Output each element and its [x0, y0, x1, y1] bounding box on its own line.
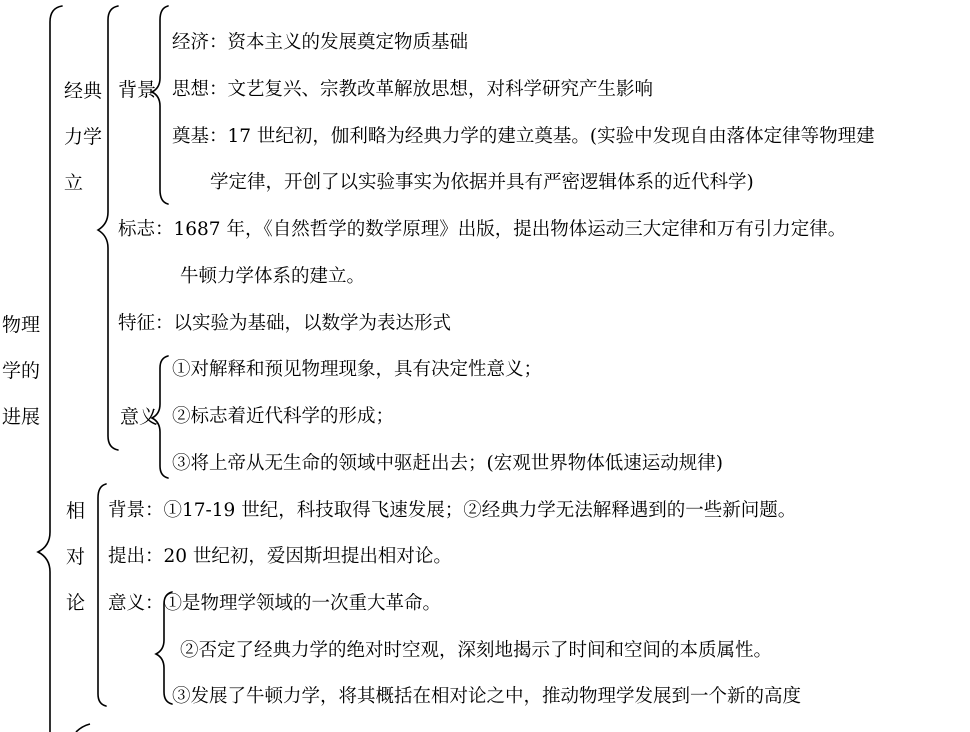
root-label: 物理 学的 进展: [2, 314, 41, 428]
relativity-significance-item3: ③发展了牛顿力学，将其概括在相对论之中，推动物理学发展到一个新的高度: [172, 686, 802, 707]
classical-marker-line2: 牛顿力学体系的建立。: [180, 266, 366, 287]
classical-background-label: 背景: [118, 79, 157, 101]
root-bracket: [38, 6, 62, 732]
classical-foundation-line2: 学定律，开创了以实验事实为依据并具有严密逻辑体系的近代科学): [210, 172, 754, 193]
classical-foundation-line1: 奠基：17 世纪初，伽利略为经典力学的建立奠基。(实验中发现自由落体定律等物理建: [172, 126, 875, 147]
relativity-bracket: [98, 484, 106, 706]
relativity-significance-item2: ②否定了经典力学的绝对时空观，深刻地揭示了时间和空间的本质属性。: [180, 640, 773, 661]
relativity-proposal: 提出：20 世纪初，爱因斯坦提出相对论。: [108, 546, 452, 567]
classical-economy: 经济：资本主义的发展奠定物质基础: [172, 32, 469, 53]
classical-thought: 思想：文艺复兴、宗教改革解放思想，对科学研究产生影响: [172, 79, 654, 100]
relativity-significance-item1: 意义：①是物理学领域的一次重大革命。: [108, 593, 442, 614]
classical-significance-item3: ③将上帝从无生命的领域中驱赶出去；(宏观世界物体低速运动规律): [172, 453, 723, 474]
relativity-label: 相 对 论: [66, 500, 86, 614]
relativity-background: 背景：①17-19 世纪，科技取得飞速发展；②经典力学无法解释遇到的一些新问题。: [108, 500, 797, 521]
bottom-stub: [76, 724, 90, 732]
classical-marker-line1: 标志：1687 年，《自然哲学的数学原理》出版，提出物体运动三大定律和万有引力定律。: [118, 219, 847, 240]
classical-significance-item2: ②标志着近代科学的形成；: [172, 406, 395, 427]
classical-background-bracket: [152, 6, 168, 204]
classical-significance-item1: ①对解释和预见物理现象，具有决定性意义；: [172, 359, 543, 380]
classical-label: 经典 力学 立: [64, 80, 103, 194]
classical-significance-label: 意义: [120, 406, 159, 428]
classical-feature: 特征：以实验为基础，以数学为表达形式: [118, 313, 452, 334]
